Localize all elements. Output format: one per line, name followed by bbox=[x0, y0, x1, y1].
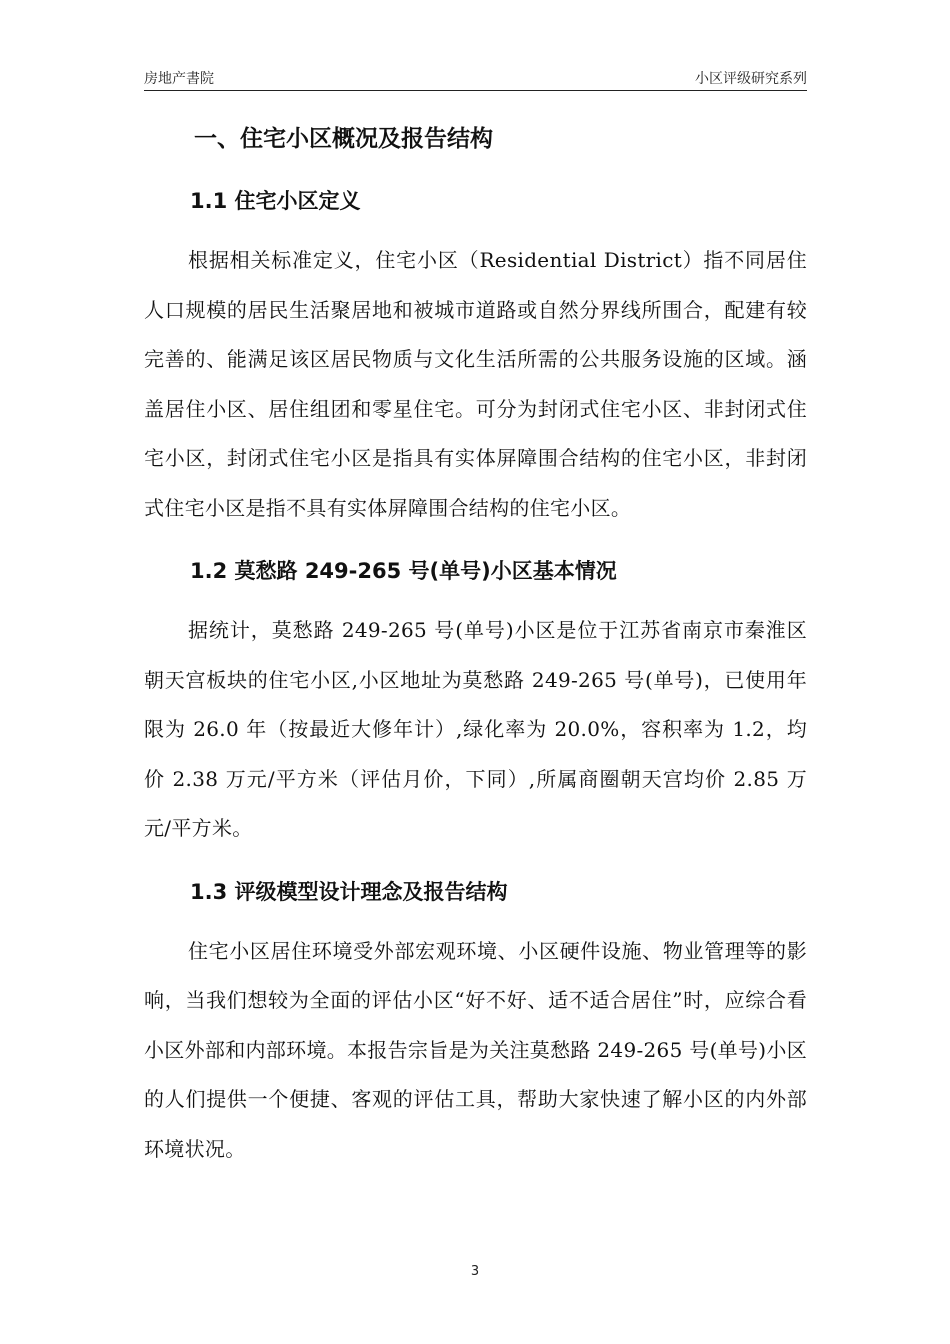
paragraph-1-1: 根据相关标准定义，住宅小区（Residential District）指不同居住人口规模的居民生活聚居地和被城市道路或自然分界线所围合，配建有较完善的、能满足该区居民物质与文化生活所需的公共服务设施的区域。涵盖居住小区、居住组团和零星住宅。可分为封闭式住宅小区、非封闭式住宅小区，封闭式住宅小区是指具有实体屏障围合结构的住宅小区，非封闭式住宅小区是指不具有实体屏障围合结构的住宅小区。 bbox=[144, 248, 807, 520]
header-series-title: 小区评级研究系列 bbox=[695, 71, 807, 87]
paragraph-1-2: 据统计，莫愁路 249-265 号(单号)小区是位于江苏省南京市秦淮区朝天宫板块的住宅小区,小区地址为莫愁路 249-265 号(单号)，已使用年限为 26.0 年（按最近大修年计）,绿化率为 20.0%，容积率为 1.2，均价 2.38 万元/平方米（评估月价，下同）,所属商圈朝天宫均价 2.85 万元/平方米。 bbox=[144, 618, 807, 840]
section-title: 一、住宅小区概况及报告结构 bbox=[194, 126, 493, 152]
page-header bbox=[144, 66, 807, 91]
page-number: 3 bbox=[470, 1264, 480, 1279]
subsection-heading-1-2: 1.2 莫愁路 249-265 号(单号)小区基本情况 bbox=[190, 559, 617, 583]
subsection-heading-1-3: 1.3 评级模型设计理念及报告结构 bbox=[190, 879, 508, 904]
paragraph-1-3: 住宅小区居住环境受外部宏观环境、小区硬件设施、物业管理等的影响，当我们想较为全面的评估小区“好不好、适不适合居住”时，应综合看小区外部和内部环境。本报告宗旨是为关注莫愁路 249-265 号(单号)小区的人们提供一个便捷、客观的评估工具，帮助大家快速了解小区的内外部环境状况。 bbox=[144, 938, 807, 1161]
document-body bbox=[144, 112, 807, 1174]
header-publisher: 房地产書院 bbox=[144, 71, 214, 87]
subsection-heading-1-1: 1.1 住宅小区定义 bbox=[190, 189, 361, 213]
